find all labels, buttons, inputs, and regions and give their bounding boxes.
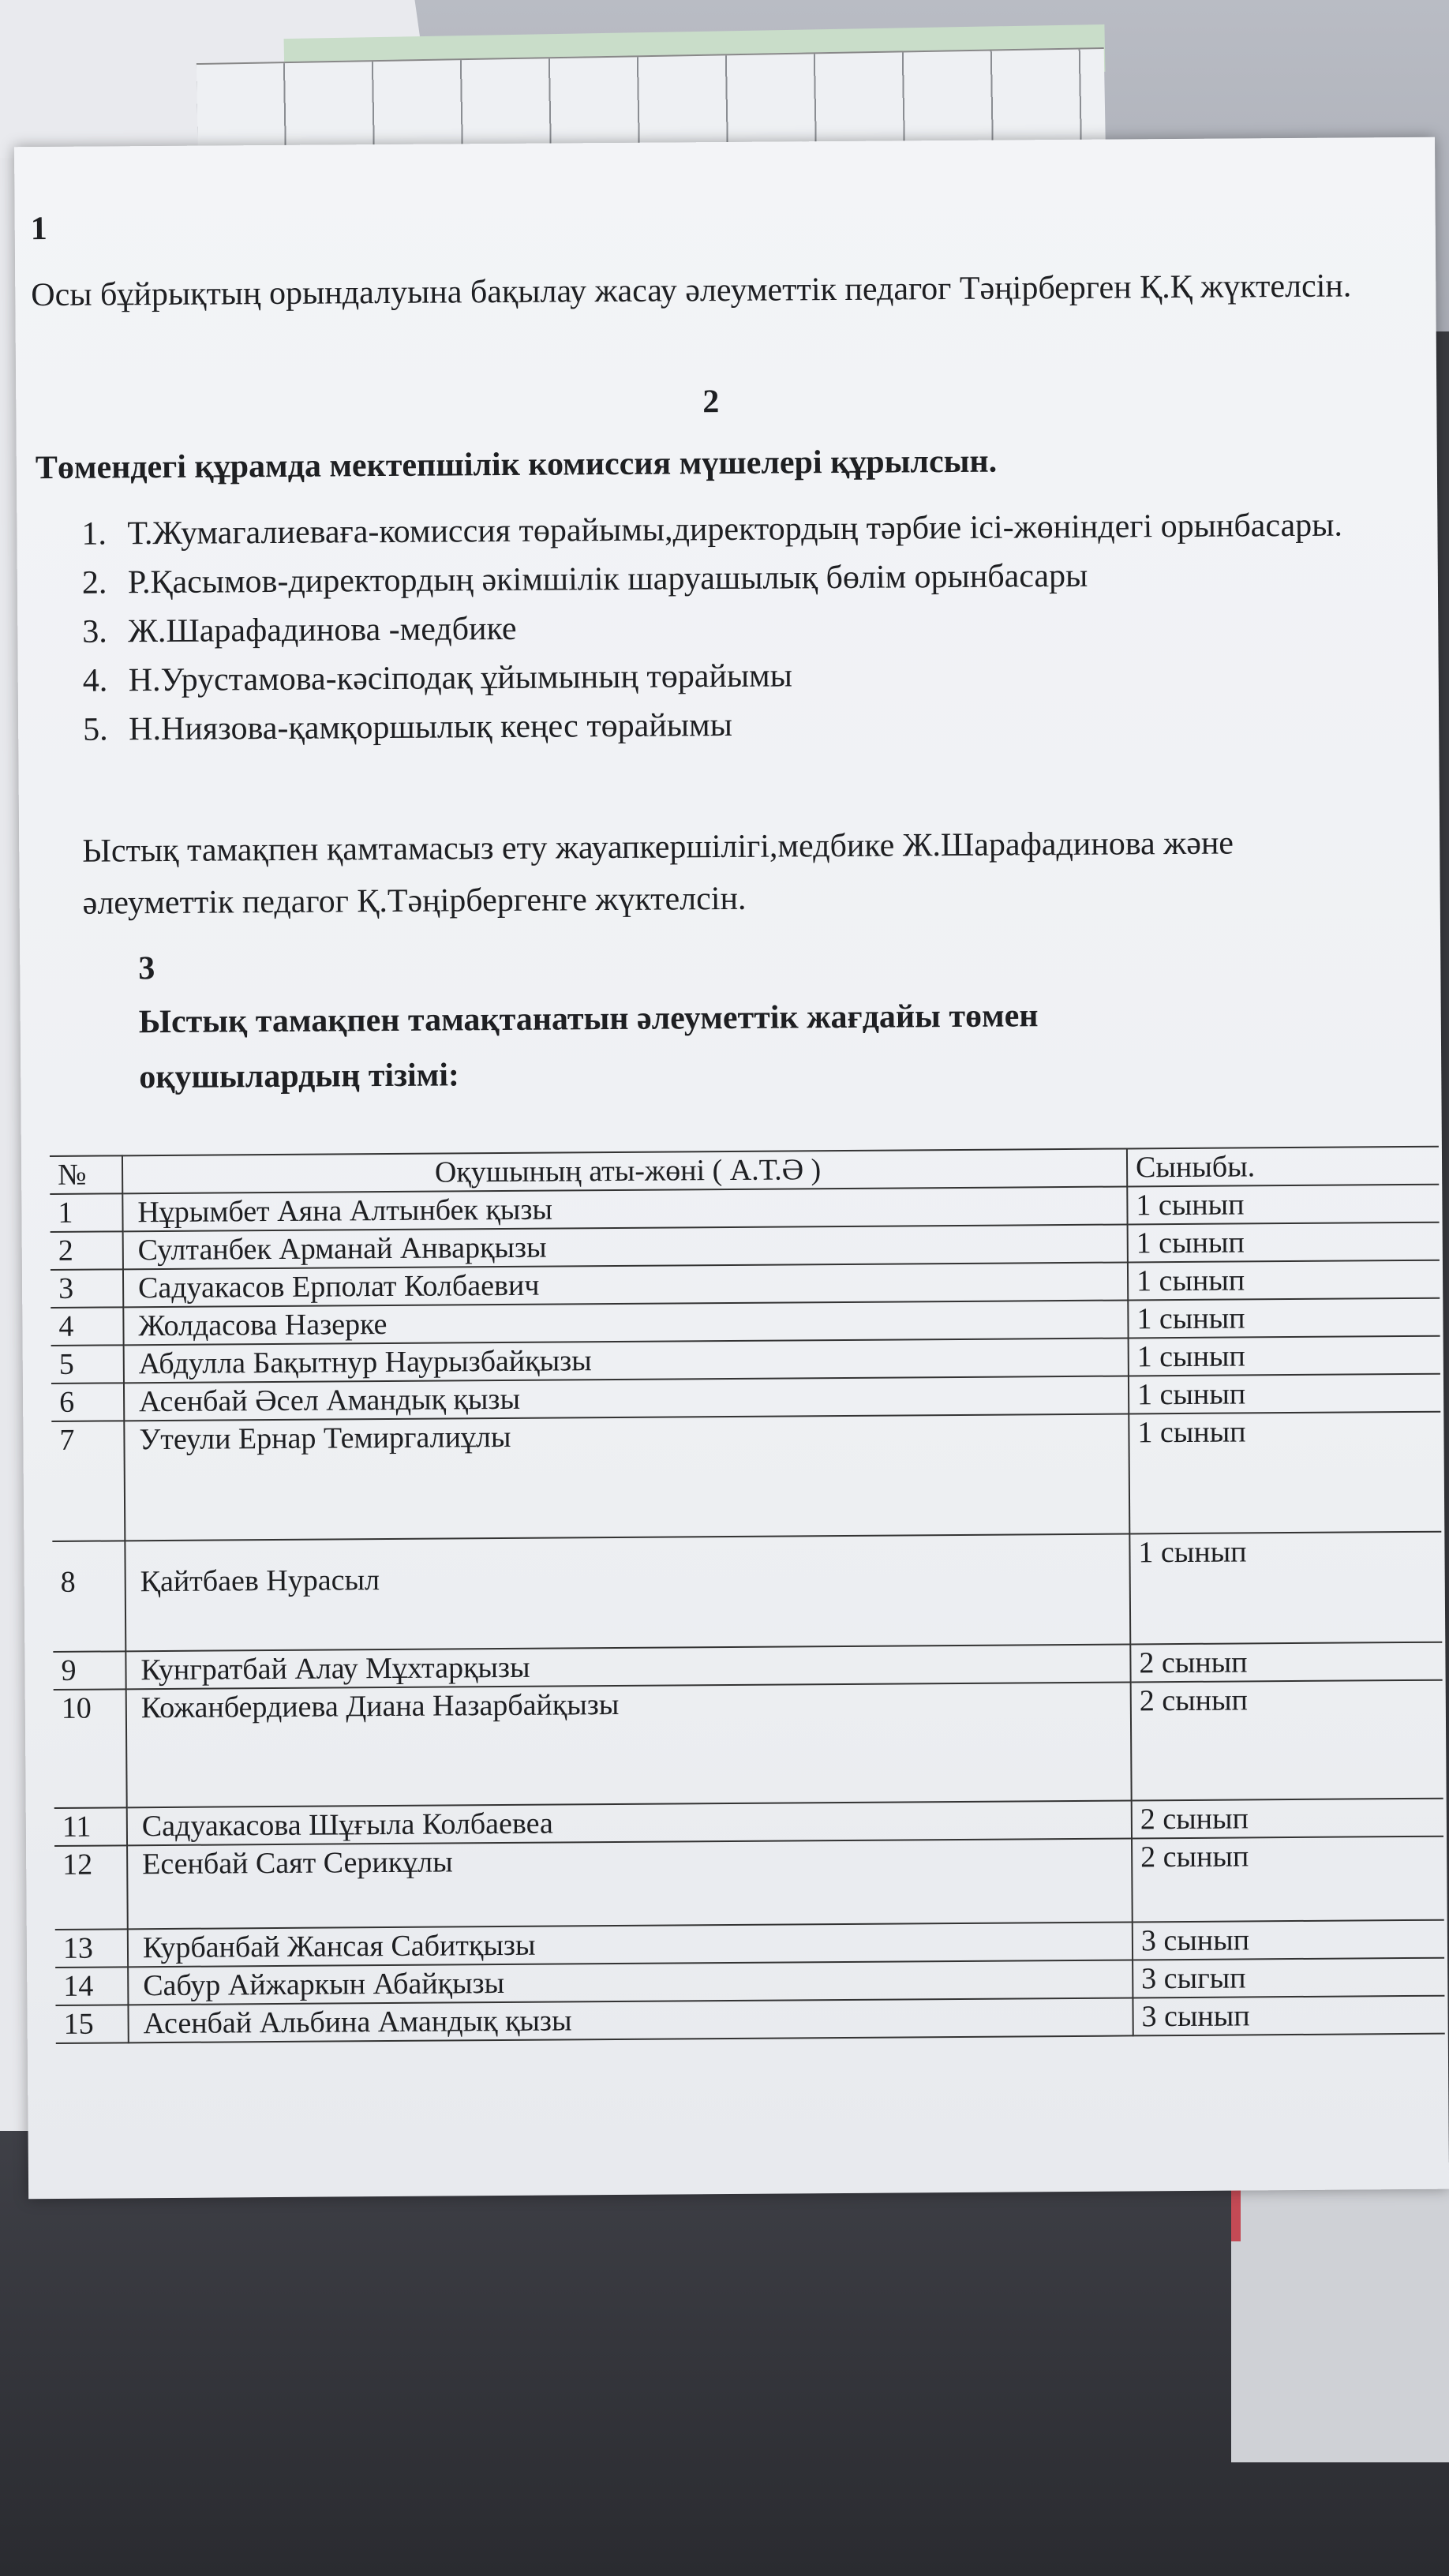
header-number: № [50, 1155, 122, 1194]
background-sheet-corner [1231, 2162, 1449, 2462]
responsibility-text: Ыстық тамақпен қамтамасыз ету жауапкершілігі,медбике Ж.Шарафадинова және әлеуметтік педагог Қ.Тәңірбергенге жүктелсін. [82, 825, 1234, 922]
list-item: 2. Р.Қасымов-директордың әкімшілік шаруашылық бөлім орынбасары [81, 557, 1088, 601]
student-list-table [50, 1146, 1445, 2044]
table-row: 5 Абдулла Бақытнур Наурызбайқызы 1 сынып [51, 1336, 1440, 1383]
table-row: 3 Садуакасов Ерполат Колбаевич 1 сынып [51, 1260, 1440, 1308]
list-item: 4. Н.Урустамова-кәсіподақ ұйымының төрайымы [82, 657, 793, 699]
header-student-name: Оқушының аты-жөні ( А.Т.Ә ) [122, 1148, 1127, 1193]
section-1-text: Осы бұйрықтың орындалуына бақылау жасау әлеуметтік педагог Тәңірберген Қ.Қ жүктелсін. [31, 268, 1352, 314]
header-class: Сыныбы. [1127, 1147, 1439, 1187]
list-item: 5. Н.Ниязова-қамқоршылық кеңес төрайымы [83, 706, 733, 748]
document-page [14, 137, 1449, 2200]
table-row: 15 Асенбай Альбина Амандық қызы 3 сынып [55, 1996, 1444, 2043]
section-3-number: 3 [138, 950, 155, 987]
table-row: 12 Есенбай Саят Серикұлы 2 сынып [54, 1837, 1444, 1930]
section-1-number: 1 [30, 210, 47, 248]
section-2-heading: Төмендегі құрамда мектепшілік комиссия мүшелері құрылсын. [35, 443, 998, 487]
table-row: 14 Сабур Айжаркын Абайқызы 3 сыгып [55, 1958, 1444, 2005]
section-2-number: 2 [702, 384, 720, 421]
table-row: 4 Жолдасова Назерке 1 сынып [51, 1298, 1440, 1346]
table-row: 6 Асенбай Әсел Амандық қызы 1 сынып [51, 1374, 1440, 1421]
list-item: 1. Т.Жумагалиеваға-комиссия төрайымы,директордың тәрбие ісі-жөніндегі орынбасары. [81, 507, 1343, 552]
table-row: 10 Кожанбердиева Диана Назарбайқызы 2 сынып [54, 1680, 1443, 1808]
table-row: 1 Нұрымбет Аяна Алтынбек қызы 1 сынып [50, 1185, 1439, 1232]
table-row: 7 Утеули Ернар Темиргалиұлы 1 сынып [51, 1412, 1441, 1541]
table-row: 8 Қайтбаев Нурасыл 1 сынып [52, 1532, 1442, 1652]
section-3-heading: Ыстық тамақпен тамақтанатын әлеуметтік жағдайы төмен оқушылардың тізімі: [138, 998, 1039, 1096]
table-row: 9 Кунгратбай Алау Мұхтарқызы 2 сынып [53, 1642, 1442, 1690]
commission-member-list [81, 500, 1425, 754]
list-item: 3. Ж.Шарафадинова -медбике [82, 610, 517, 650]
table-row: 11 Садуакасова Шұғыла Колбаевеа 2 сынып [54, 1799, 1443, 1846]
table-row: 13 Курбанбай Жансая Сабитқызы 3 сынып [55, 1920, 1444, 1968]
table-row: 2 Султанбек Арманай Анварқызы 1 сынып [51, 1222, 1440, 1270]
